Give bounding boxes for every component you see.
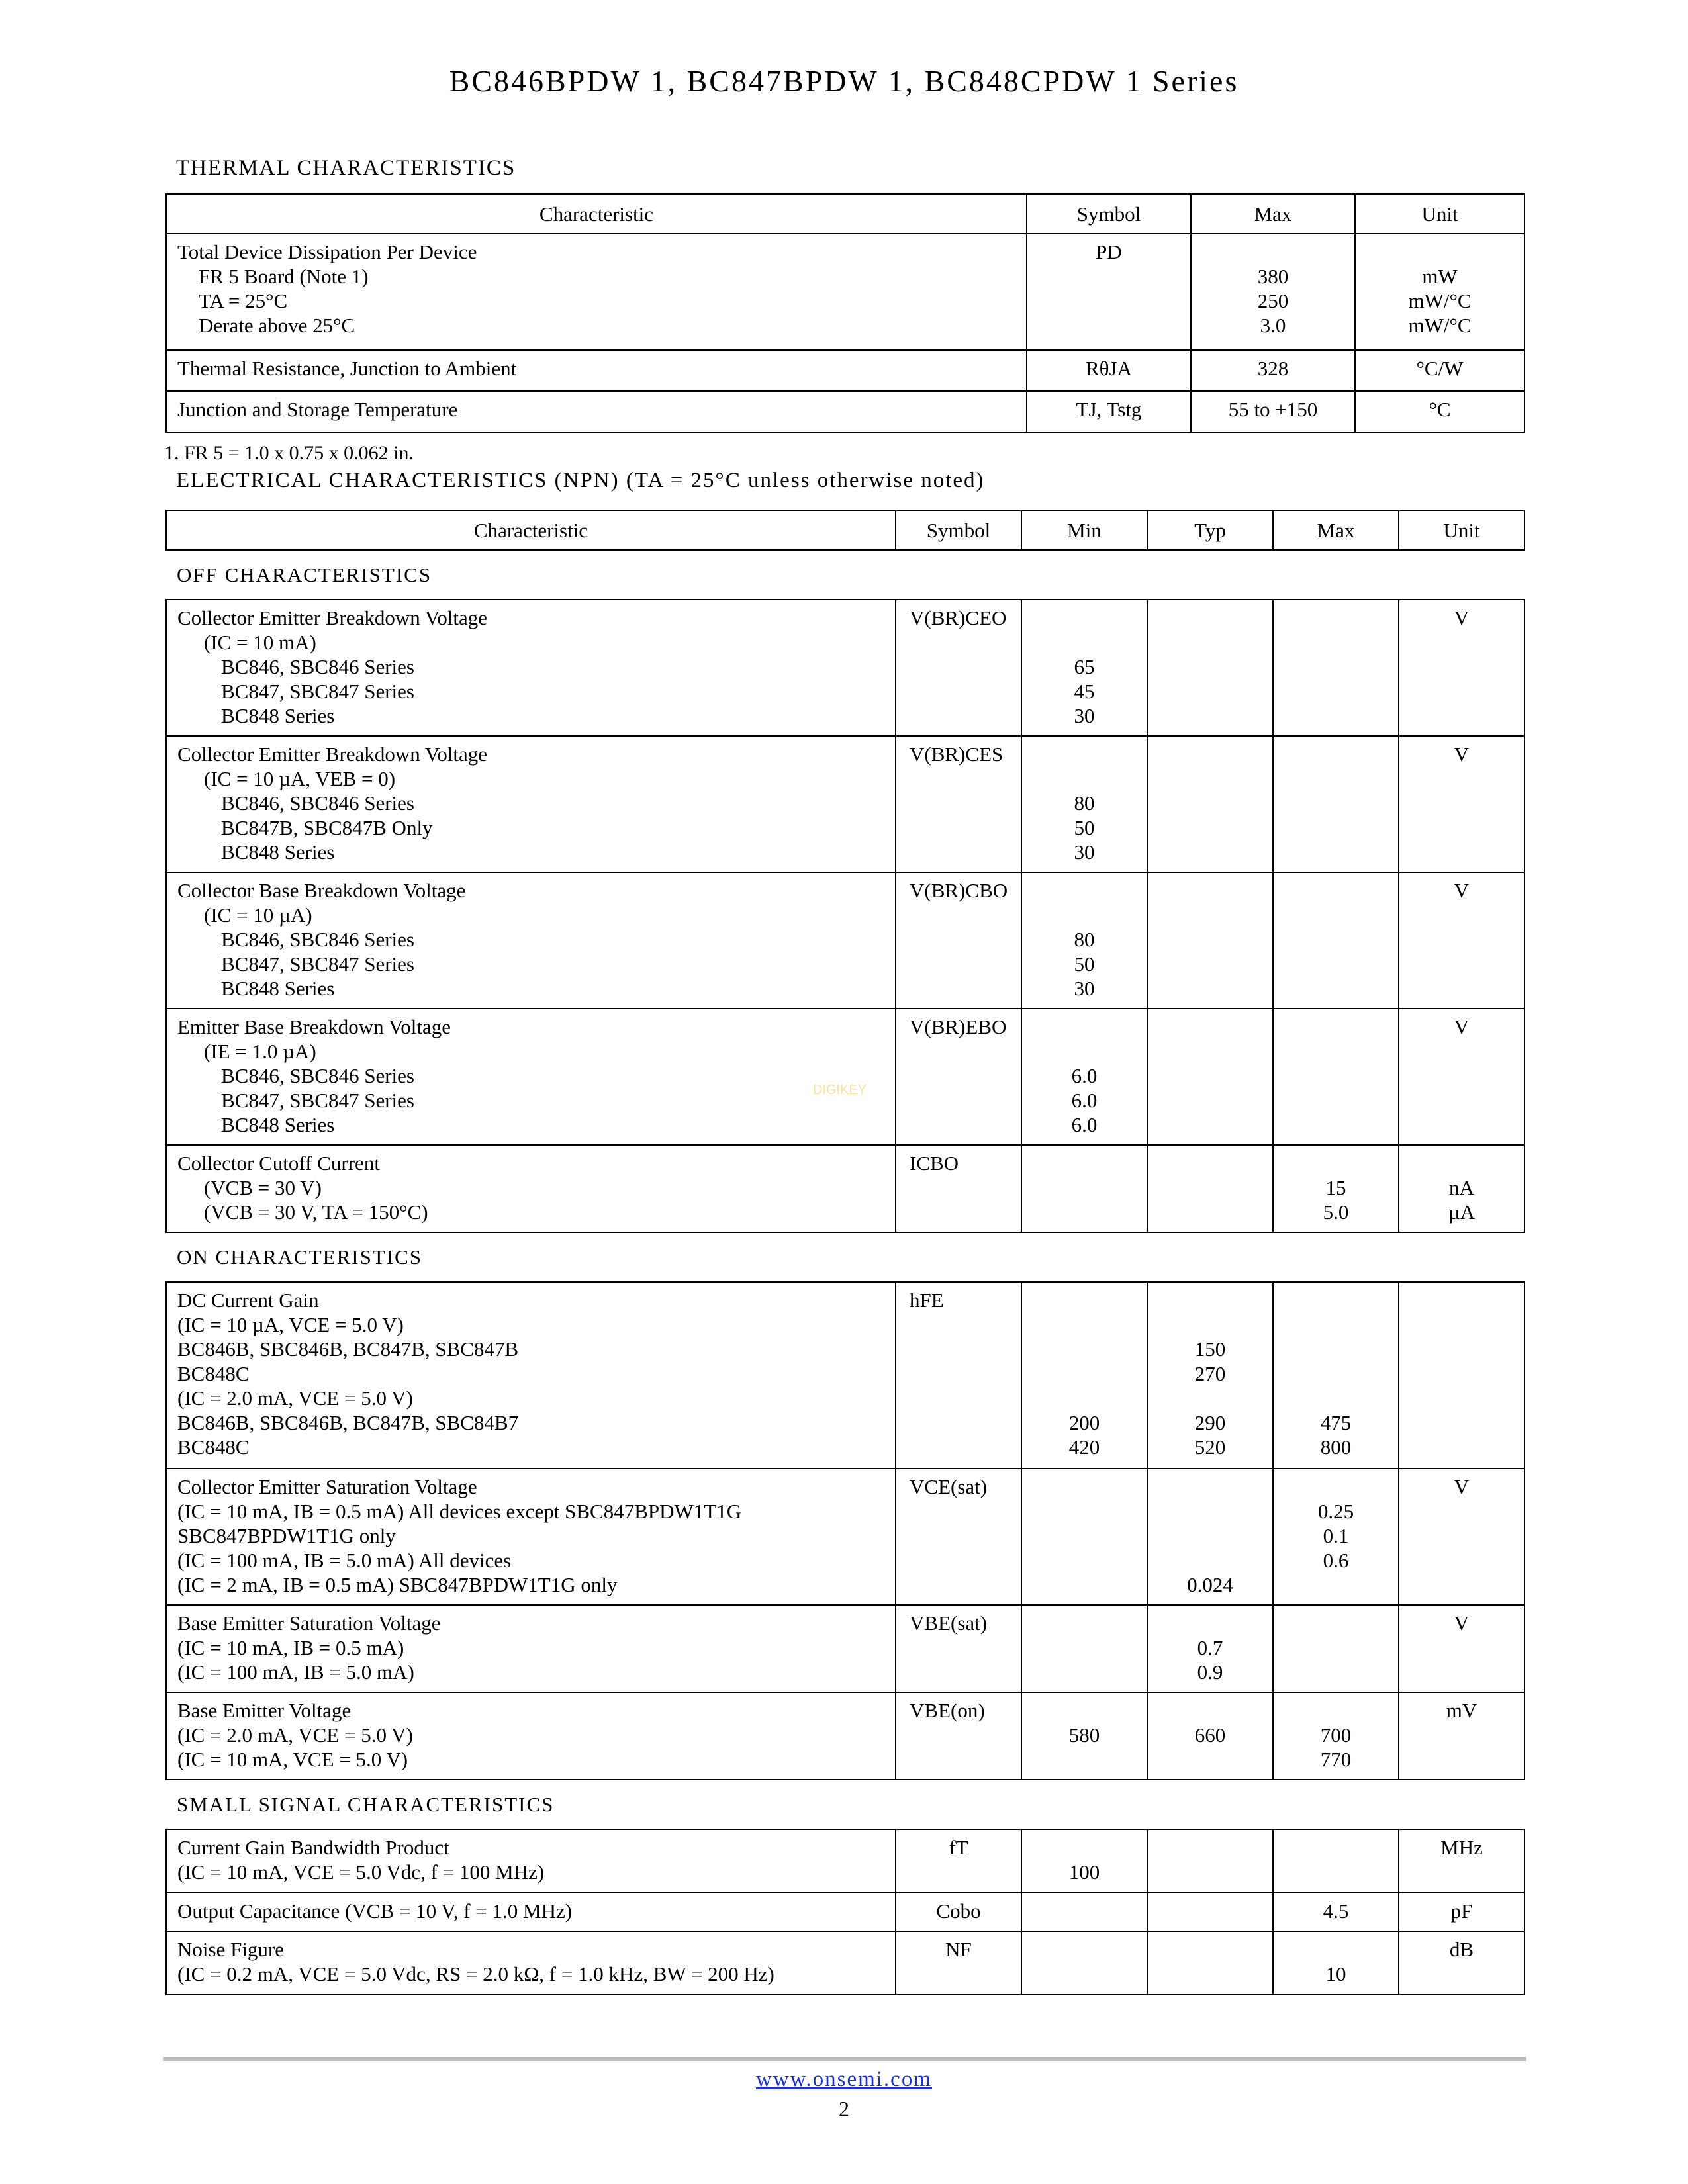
table-row <box>166 1829 1524 1893</box>
electrical-header-row <box>166 510 1524 550</box>
symbol-cell: hFE <box>896 1282 1021 1469</box>
table-row <box>166 1145 1524 1232</box>
char-cell: Thermal Resistance, Junction to Ambient <box>166 350 1027 391</box>
char-cell <box>166 600 896 736</box>
max-cell <box>1273 1009 1399 1145</box>
unit-cell: V <box>1399 872 1524 1009</box>
small-signal-title: SMALL SIGNAL CHARACTERISTICS <box>166 1780 1524 1829</box>
char-condition: (IC = 10 µA, VEB = 0) <box>204 767 396 790</box>
typ-cell <box>1147 600 1273 736</box>
unit-cell: V <box>1399 1469 1524 1605</box>
thermal-heading: THERMAL CHARACTERISTICS <box>176 156 516 180</box>
char-title: Collector Emitter Breakdown Voltage <box>177 743 488 766</box>
char-cell: Output Capacitance (VCB = 10 V, f = 1.0 MHz) <box>166 1893 896 1931</box>
col-typ: Typ <box>1147 510 1273 550</box>
symbol-cell: PD <box>1027 234 1191 350</box>
char-condition: (IC = 10 µA) <box>204 903 312 927</box>
thermal-row-temperature <box>166 391 1524 432</box>
col-max: Max <box>1273 510 1399 550</box>
max-cell <box>1273 736 1399 872</box>
max-cell: 10 <box>1273 1931 1399 1995</box>
min-cell <box>1021 1931 1147 1995</box>
col-characteristic: Characteristic <box>166 510 896 550</box>
thermal-row-dissipation <box>166 234 1524 350</box>
table-row <box>166 1009 1524 1145</box>
col-symbol: Symbol <box>1027 194 1191 234</box>
char-cell <box>166 736 896 872</box>
char-lines: BC846, SBC846 Series BC847B, SBC847B Only BC848 Series <box>221 792 433 864</box>
unit-cell <box>1399 1282 1524 1469</box>
char-title: Collector Emitter Breakdown Voltage <box>177 606 488 629</box>
unit-cell: dB <box>1399 1931 1524 1995</box>
watermark-text: DIGIKEY <box>813 1083 867 1097</box>
table-row <box>166 1469 1524 1605</box>
min-cell: 580 <box>1021 1692 1147 1780</box>
section-row-small-signal <box>166 1780 1524 1829</box>
section-row-on <box>166 1232 1524 1282</box>
typ-cell <box>1147 1829 1273 1893</box>
unit-cell: mV <box>1399 1692 1524 1780</box>
char-cell: DC Current Gain (IC = 10 µA, VCE = 5.0 V) BC846B, SBC846B, BC847B, SBC847B BC848C (IC = 2.0 mA, VCE = 5.0 V) BC846B, SBC846B, BC847B, SBC84B7 BC848C <box>166 1282 896 1469</box>
unit-cell: V <box>1399 736 1524 872</box>
typ-cell: 150 270 290 520 <box>1147 1282 1273 1469</box>
unit-cell: MHz <box>1399 1829 1524 1893</box>
char-cell: Junction and Storage Temperature <box>166 391 1027 432</box>
max-cell: 700 770 <box>1273 1692 1399 1780</box>
max-cell: 380 250 3.0 <box>1191 234 1355 350</box>
typ-cell <box>1147 1145 1273 1232</box>
max-cell: 0.25 0.1 0.6 <box>1273 1469 1399 1605</box>
table-row <box>166 1692 1524 1780</box>
typ-cell <box>1147 1931 1273 1995</box>
off-characteristics-title: OFF CHARACTERISTICS <box>166 550 1524 600</box>
footnote-1: 1. FR 5 = 1.0 x 0.75 x 0.062 in. <box>164 442 414 464</box>
table-row <box>166 736 1524 872</box>
char-line: FR 5 Board (Note 1) <box>199 265 369 288</box>
min-cell <box>1021 1605 1147 1692</box>
page-title: BC846BPDW 1, BC847BPDW 1, BC848CPDW 1 Series <box>449 64 1239 98</box>
min-cell: 65 45 30 <box>1021 600 1147 736</box>
table-row <box>166 1282 1524 1469</box>
table-row <box>166 1893 1524 1931</box>
char-lines: BC846, SBC846 Series BC847, SBC847 Series BC848 Series <box>221 928 414 1000</box>
max-cell: 4.5 <box>1273 1893 1399 1931</box>
typ-cell <box>1147 1893 1273 1931</box>
unit-cell: °C <box>1355 391 1524 432</box>
char-cell <box>166 872 896 1009</box>
thermal-table <box>165 193 1525 433</box>
char-cell <box>166 1145 896 1232</box>
char-title: Collector Cutoff Current <box>177 1152 380 1175</box>
char-title: Collector Base Breakdown Voltage <box>177 879 466 902</box>
symbol-cell: V(BR)CES <box>896 736 1021 872</box>
char-cell: Base Emitter Voltage (IC = 2.0 mA, VCE = 5.0 V) (IC = 10 mA, VCE = 5.0 V) <box>166 1692 896 1780</box>
min-cell <box>1021 1469 1147 1605</box>
unit-cell: nA µA <box>1399 1145 1524 1232</box>
on-characteristics-title: ON CHARACTERISTICS <box>166 1232 1524 1282</box>
electrical-heading: ELECTRICAL CHARACTERISTICS (NPN) (TA = 25°C unless otherwise noted) <box>176 469 985 492</box>
min-cell <box>1021 1893 1147 1931</box>
symbol-cell: V(BR)CBO <box>896 872 1021 1009</box>
col-symbol: Symbol <box>896 510 1021 550</box>
page-number: 2 <box>839 2097 849 2120</box>
char-line: TA = 25°C <box>199 289 288 312</box>
char-cell: Collector Emitter Saturation Voltage (IC = 10 mA, IB = 0.5 mA) All devices except SBC847BPDW1T1G SBC847BPDW1T1G only (IC = 100 mA, IB = 5.0 mA) All devices (IC = 2 mA, IB = 0.5 mA) SBC847BPDW1T1G only <box>166 1469 896 1605</box>
char-lines: BC846, SBC846 Series BC847, SBC847 Series BC848 Series <box>221 655 414 727</box>
typ-cell <box>1147 1009 1273 1145</box>
char-line: Derate above 25°C <box>199 314 355 337</box>
col-unit: Unit <box>1399 510 1524 550</box>
table-row <box>166 1605 1524 1692</box>
char-lines: BC846, SBC846 Series BC847, SBC847 Series BC848 Series <box>221 1064 414 1136</box>
max-cell: 328 <box>1191 350 1355 391</box>
max-cell <box>1273 1605 1399 1692</box>
footer-link[interactable]: www.onsemi.com <box>756 2068 932 2091</box>
symbol-cell: VCE(sat) <box>896 1469 1021 1605</box>
max-cell <box>1273 1829 1399 1893</box>
thermal-header-row <box>166 194 1524 234</box>
unit-cell: °C/W <box>1355 350 1524 391</box>
min-cell: 100 <box>1021 1829 1147 1893</box>
symbol-cell: NF <box>896 1931 1021 1995</box>
symbol-cell: VBE(sat) <box>896 1605 1021 1692</box>
char-cell <box>166 1009 896 1145</box>
symbol-cell: V(BR)EBO <box>896 1009 1021 1145</box>
section-row-off <box>166 550 1524 600</box>
table-row <box>166 600 1524 736</box>
unit-cell: mW mW/°C mW/°C <box>1355 234 1524 350</box>
min-cell: 6.0 6.0 6.0 <box>1021 1009 1147 1145</box>
max-cell: 475 800 <box>1273 1282 1399 1469</box>
table-row <box>166 872 1524 1009</box>
symbol-cell: TJ, Tstg <box>1027 391 1191 432</box>
symbol-cell: Cobo <box>896 1893 1021 1931</box>
typ-cell <box>1147 872 1273 1009</box>
max-cell <box>1273 600 1399 736</box>
char-condition: (IE = 1.0 µA) <box>204 1040 316 1063</box>
symbol-cell: RθJA <box>1027 350 1191 391</box>
char-cell: Noise Figure (IC = 0.2 mA, VCE = 5.0 Vdc, RS = 2.0 kΩ, f = 1.0 kHz, BW = 200 Hz) <box>166 1931 896 1995</box>
typ-cell <box>1147 736 1273 872</box>
unit-cell: pF <box>1399 1893 1524 1931</box>
min-cell <box>1021 1145 1147 1232</box>
char-line: Total Device Dissipation Per Device <box>177 240 477 263</box>
symbol-cell: ICBO <box>896 1145 1021 1232</box>
unit-cell: V <box>1399 600 1524 736</box>
max-cell: 15 5.0 <box>1273 1145 1399 1232</box>
footer-divider <box>163 2057 1526 2061</box>
char-title: Emitter Base Breakdown Voltage <box>177 1015 451 1038</box>
thermal-row-resistance <box>166 350 1524 391</box>
col-min: Min <box>1021 510 1147 550</box>
col-characteristic: Characteristic <box>166 194 1027 234</box>
min-cell: 80 50 30 <box>1021 872 1147 1009</box>
symbol-cell: fT <box>896 1829 1021 1893</box>
char-cell: Current Gain Bandwidth Product (IC = 10 mA, VCE = 5.0 Vdc, f = 100 MHz) <box>166 1829 896 1893</box>
typ-cell: 660 <box>1147 1692 1273 1780</box>
electrical-table <box>165 510 1525 1995</box>
table-row <box>166 1931 1524 1995</box>
symbol-cell: V(BR)CEO <box>896 600 1021 736</box>
max-cell <box>1273 872 1399 1009</box>
col-unit: Unit <box>1355 194 1524 234</box>
min-cell: 80 50 30 <box>1021 736 1147 872</box>
char-cell <box>166 234 1027 350</box>
min-cell: 200 420 <box>1021 1282 1147 1469</box>
typ-cell: 0.7 0.9 <box>1147 1605 1273 1692</box>
max-cell: 55 to +150 <box>1191 391 1355 432</box>
symbol-cell: VBE(on) <box>896 1692 1021 1780</box>
unit-cell: V <box>1399 1009 1524 1145</box>
char-condition: (VCB = 30 V) (VCB = 30 V, TA = 150°C) <box>204 1176 428 1224</box>
char-condition: (IC = 10 mA) <box>204 631 316 654</box>
char-cell: Base Emitter Saturation Voltage (IC = 10 mA, IB = 0.5 mA) (IC = 100 mA, IB = 5.0 mA) <box>166 1605 896 1692</box>
col-max: Max <box>1191 194 1355 234</box>
typ-cell: 0.024 <box>1147 1469 1273 1605</box>
unit-cell: V <box>1399 1605 1524 1692</box>
